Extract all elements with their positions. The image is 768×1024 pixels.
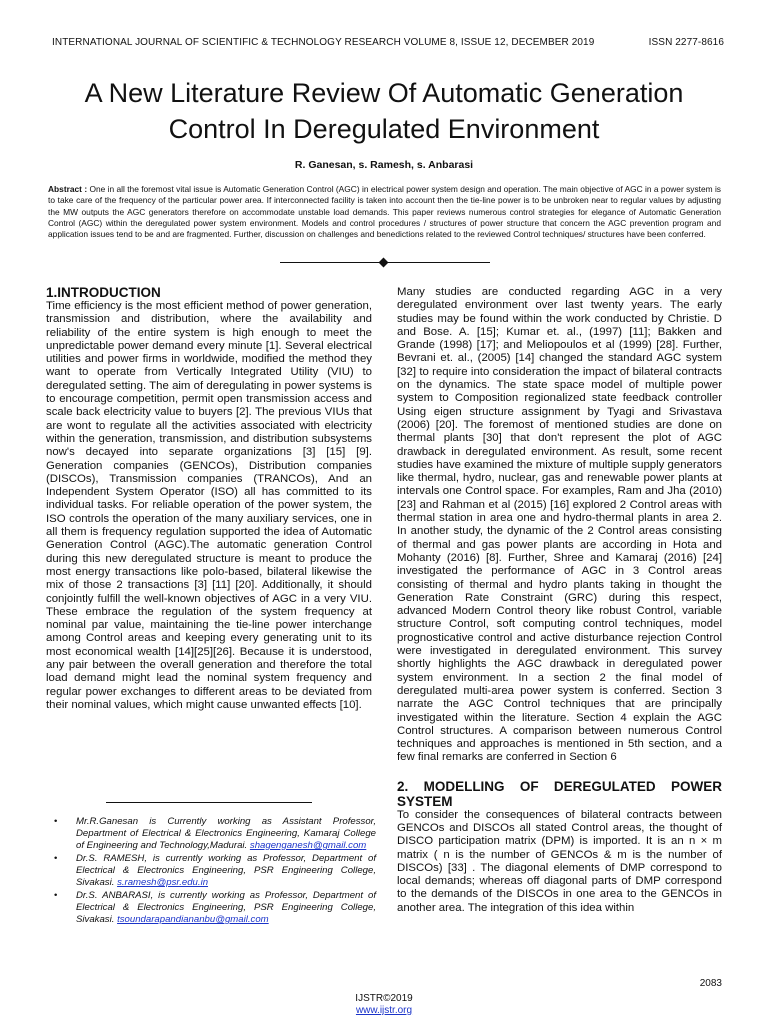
footnote-separator (106, 802, 312, 803)
page-footer (0, 993, 768, 1017)
issn: ISSN 2277-8616 (648, 37, 724, 48)
footnote-item (54, 890, 376, 926)
footnote-text: Dr.S. RAMESH, is currently working as Professor, Department of Electrical & Electronics Engineering, PSR Engineering College, Sivakasi. (76, 853, 376, 888)
abstract (48, 184, 721, 240)
paper-title-line-1: A New Literature Review Of Automatic Generation (84, 78, 684, 108)
introduction-paragraph: Time efficiency is the most efficient method of power generation, transmission and distribution, where the availability and reliability of the entire system is high enough to meet the unpredictable power demand every minute [1]. Several electrical utilities and power firms in worldwide, modified the method they want to operate from Vertically Integrated Utility (VIU) to deregulated setting. The aim of deregulating in power systems is to encourage competition, permit open transmission access and scale back electricity value to buyers [2]. The previous VIUs that are wont to regulate all the activities associated with electricity within the generation, transmission, and distribution subsystems now's decayed into separate organizations [3] [15] [9]. Generation companies (GENCOs), Distribution companies (DISCOs), Transmission companies (TRANCOs), And an Independent System Operator (ISO) all has committed to its individual tasks. For reliable operation of the power system, the ISO controls the operation of the many auxiliary services, one in all them is frequency regulation supported the idea of Automatic Generation Control (AGC).The automatic generation Control during this new deregulated structure is meant to produce the most energy transactions like polo-based, bilateral likewise the mix of those 2 transactions [3] [11] [20]. Additionally, it should conjointly fulfill the well-known objectives of AGC in a very VIU. These embrace the regulation of the system frequency at nominal par value, maintaining the tie-line power interchange among Control areas and keeping every generating unit to its most economical wealth [14][25][26]. Because it is understood, any pair between the overall generation and therefore the total load demand might lead the nominal system frequency and regular power exchanges to different areas to be deviated from their nominal values, which might cause unwanted effects [10]. (46, 300, 372, 711)
footnote-text: Mr.R.Ganesan is Currently working as Assistant Professor, Department of Electrical & Electronics Engineering, Kamaraj College of Engineering and Technology,Madurai. (76, 816, 376, 851)
paper-title (30, 75, 738, 147)
section-heading-modelling: 2. MODELLING OF DEREGULATED POWER SYSTEM (397, 778, 722, 809)
page-number: 2083 (699, 978, 722, 989)
author-footnotes (54, 816, 376, 927)
paper-title-line-2: Control In Deregulated Environment (168, 114, 600, 144)
footnote-text: Dr.S. ANBARASI, is currently working as Professor, Department of Electrical & Electronics Engineering, PSR Engineering College, Sivakasi. (76, 890, 376, 925)
author-list: R. Ganesan, s. Ramesh, s. Anbarasi (294, 159, 474, 171)
footnote-item (54, 853, 376, 889)
footnote-item (54, 816, 376, 852)
abstract-divider (280, 262, 490, 263)
abstract-text: One in all the foremost vital issue is Automatic Generation Control (AGC) in electrical power system design and operation. The main objective of AGC in a power system is to take care of the frequency of the particular power area. If interconnected facility is taken into account then the tie-line power is to be unbroken near to regular values by adjusting the MW outputs the AGC generators therefore on accommodate unstable load demands. This paper reviews numerous control strategies for elegance of Automatic Generation Control (AGC) within the deregulated power system environment. Models and control procedures / structures of power structure that concern the AGC prevention program and application issues tend to be and are fragmented. Further, discussion on challenges and benedictions related to the reviewed Control techniques/ structures have been conferred. (48, 184, 721, 240)
section-heading-introduction: 1.INTRODUCTION (46, 285, 161, 300)
modelling-paragraph: To consider the consequences of bilateral contracts between GENCOs and DISCOs all stated Control areas, the thought of DISCO participation matrix (DPM) is imported. It is an n × m matrix ( n is the number of GENCOs & m is the number of DISCOs) [33] . The diagonal elements of DMP correspond to local demands; whereas off diagonal parts of DMP correspond to the demands of the DISCOs in one area to the GENCOs in another area. The integration of this idea within (397, 808, 722, 914)
literature-paragraph: Many studies are conducted regarding AGC in a very deregulated environment over last twenty years. The early studies may be found within the work conducted by Christie. D and Bose. A. [15]; Kumar et. al., (1997) [11]; Bakken and Grande (1998) [17]; and Meliopoulos et al (1999) [28]. Further, Bevrani et. al., (2005) [14] changed the standard AGC system [32] to require into consideration the impact of bilateral contracts on the dynamics. The state space model of multiple power system to Composition regionalized state feedback controller Using eigen structure assignment by Tyagi and Srivastava (2006) [20]. The foremost of mentioned studies are done on thermal plants [30] that don't represent the plot of AGC drawback in deregulated environment. As result, some recent studies have examined the mixture of multiple supply generators like thermal, hydro, nuclear, gas and renewable power plants at intervals one Control space. For examples, Ram and Jha (2010) [23] and Rahman et al (2015) [16] explored 2 Control areas with thermal station in area one and hydro-thermal plants in area 2. In another study, the dynamic of the 2 Control areas consisting of thermal and gas power plants are according in Hota and Mohanty (2016) [8]. Further, Shree and Kamaraj (2016) [24] investigated the performance of AGC in 3 Control areas consisting of thermal and hydro plants taking in thought the Generation Rate Constraint (GRC) during this respect, advanced Modern Control theory like robust Control, variable structure Control, soft computing control techniques, model prognosticative control and active disturbance rejection Control were investigated in deregulated environment. This survey shortly highlights the AGC drawback in deregulated power system environment. In a section 2 the final model of deregulated multi-area power system is conferred. Section 3 narrate the AGC Control techniques that are principally investigated within the literature. Section 4 explain the AGC Control structures. A comparison between numerous Control techniques and approaches is mentioned in 5th section, and a few final remarks are conferred in Section 6 (397, 286, 722, 764)
journal-name: INTERNATIONAL JOURNAL OF SCIENTIFIC & TECHNOLOGY RESEARCH VOLUME 8, ISSUE 12, DECEMBER 2019 (52, 37, 595, 48)
abstract-label: Abstract : (48, 184, 88, 194)
footnote-email-link[interactable]: s.ramesh@psr.edu.in (117, 877, 209, 888)
divider-diamond-icon (379, 258, 389, 268)
left-column (46, 285, 372, 712)
bullet-icon: • (54, 890, 58, 901)
right-column (397, 286, 722, 915)
footer-url-link[interactable]: www.ijstr.org (355, 1005, 413, 1016)
footnote-email-link[interactable]: shagenganesh@gmail.com (249, 840, 367, 851)
footnote-email-link[interactable]: tsoundarapandiananbu@gmail.com (117, 914, 269, 925)
bullet-icon: • (54, 816, 58, 827)
footer-copyright: IJSTR©2019 (355, 993, 413, 1004)
bullet-icon: • (54, 853, 58, 864)
